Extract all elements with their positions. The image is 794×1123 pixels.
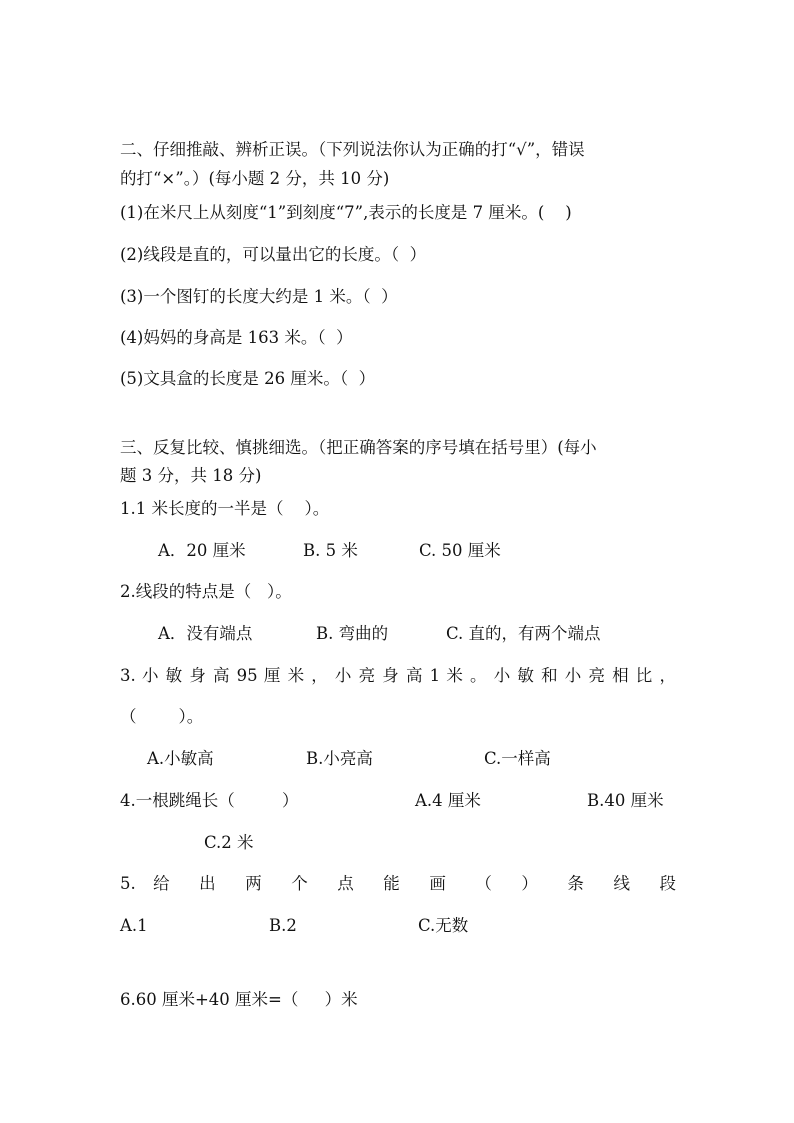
question-4-option-c: C.2 米 (204, 833, 254, 852)
section3-heading-line1: 三、反复比较、慎挑细选。（把正确答案的序号填在括号里）(每小 (120, 438, 597, 457)
question-1-option-a: A．20 厘米 (158, 541, 246, 560)
question-2-option-a: A．没有端点 (158, 624, 253, 643)
section2-item-1: (1)在米尺上从刻度“1”到刻度“7”,表示的长度是 7 厘米。( ) (120, 203, 572, 222)
question-3-option-a: A.小敏高 (147, 749, 214, 768)
section2-heading-line2: 的打“×”。）(每小题 2 分，共 10 分) (120, 169, 390, 188)
section2-item-2: (2)线段是直的，可以量出它的长度。（ ） (120, 245, 427, 264)
question-1-option-b: B. 5 米 (303, 541, 358, 560)
section2-heading-line1: 二、仔细推敲、辨析正误。（下列说法你认为正确的打“√”，错误 (120, 140, 585, 159)
question-5-option-c: C.无数 (418, 916, 469, 935)
question-4-option-a: A.4 厘米 (415, 791, 481, 810)
question-1: 1.1 米长度的一半是（ ）。 (120, 499, 330, 518)
question-2-option-c: C. 直的，有两个端点 (446, 624, 601, 643)
question-3-option-c: C.一样高 (484, 749, 551, 768)
question-3-line1: 3. 小 敏 身 高 95 厘 米 ， 小 亮 身 高 1 米 。 小 敏 和 小 亮 相 比 ， (120, 666, 676, 685)
question-2: 2.线段的特点是（ ）。 (120, 582, 292, 601)
question-4-option-b: B.40 厘米 (587, 791, 664, 810)
question-4: 4.一根跳绳长（ ） (120, 791, 299, 810)
question-5-option-b: B.2 (269, 916, 297, 935)
question-6: 6.60 厘米+40 厘米=（ ）米 (120, 990, 358, 1009)
question-3-option-b: B.小亮高 (306, 749, 373, 768)
question-5-option-a: A.1 (120, 916, 148, 935)
section2-item-5: (5)文具盒的长度是 26 厘米。（ ） (120, 369, 376, 388)
question-3-line2: （ ）。 (120, 707, 204, 726)
question-1-option-c: C. 50 厘米 (419, 541, 501, 560)
question-5: 5. 给 出 两 个 点 能 画 （ ） 条 线 段 (120, 874, 676, 893)
section2-item-3: (3)一个图钉的长度大约是 1 米。（ ） (120, 287, 398, 306)
section3-heading-line2: 题 3 分，共 18 分) (120, 466, 262, 485)
question-2-option-b: B. 弯曲的 (316, 624, 389, 643)
section2-item-4: (4)妈妈的身高是 163 米。（ ） (120, 328, 353, 347)
